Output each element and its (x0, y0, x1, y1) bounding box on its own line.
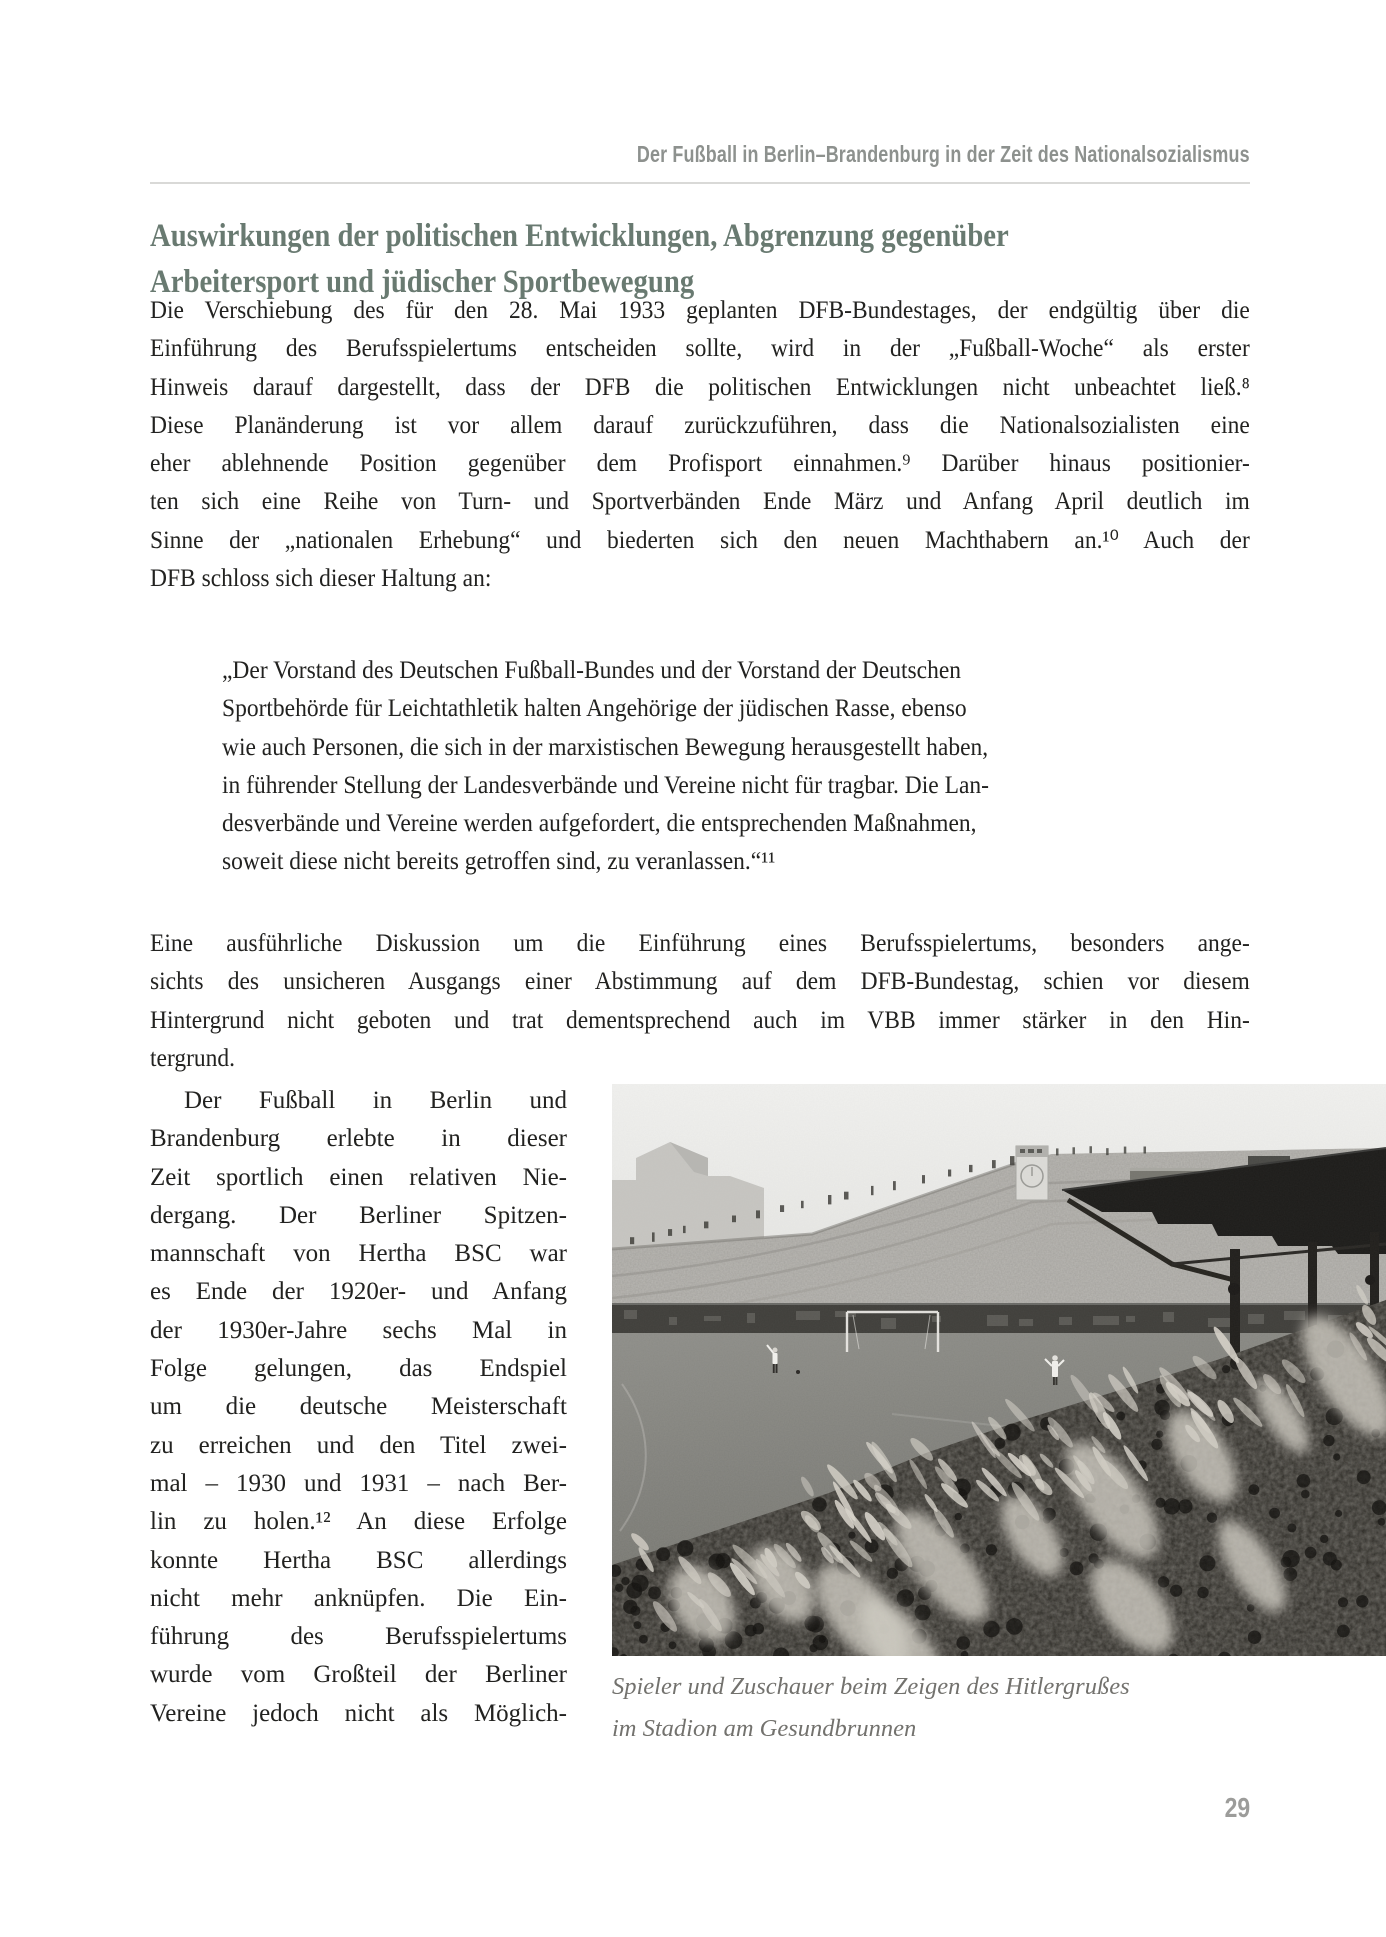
text-line: Brandenburg erlebte in dieser (150, 1125, 567, 1153)
text-line: Hinweis darauf dargestellt, dass der DFB die politischen Entwicklungen nicht unbeachtet ließ.⁸ (150, 373, 1250, 401)
text-line: Der Fußball in Berlin und (184, 1087, 567, 1114)
quote-line: „Der Vorstand des Deutschen Fußball-Bundes und der Vorstand der Deutschen (222, 657, 962, 684)
text-line: tergrund. (150, 1044, 236, 1072)
text-line: wurde vom Großteil der Berliner (150, 1661, 567, 1689)
header-rule (150, 182, 1250, 184)
text-line: nicht mehr anknüpfen. Die Ein- (150, 1584, 567, 1612)
running-header (150, 141, 1250, 168)
text-line: dergang. Der Berliner Spitzen- (150, 1201, 567, 1229)
text-line: Einführung des Berufsspielertums entscheiden sollte, wird in der „Fußball-Woche“ als erster (150, 335, 1250, 363)
blockquote (222, 652, 1200, 882)
text-line: Folge gelungen, das Endspiel (150, 1355, 567, 1383)
text-line: sichts des unsicheren Ausgangs einer Abstimmung auf dem DFB-Bundestag, schien vor diesem (150, 968, 1250, 996)
stadium-photo (612, 1084, 1386, 1656)
stadium-photo-graphic (612, 1084, 1386, 1656)
text-line: zu erreichen und den Titel zwei- (150, 1431, 567, 1459)
paragraph-1 (150, 292, 1250, 598)
quote-line: soweit diese nicht bereits getroffen sind, zu veranlassen.“¹¹ (222, 848, 776, 876)
text-line: ten sich eine Reihe von Turn- und Sportverbänden Ende März und Anfang April deutlich im (150, 488, 1250, 516)
quote-line: Sportbehörde für Leichtathletik halten Angehörige der jüdischen Rasse, ebenso (222, 695, 967, 723)
text-line: Eine ausführliche Diskussion um die Einführung eines Berufsspielertums, besonders ange- (150, 930, 1250, 957)
heading-line: Arbeitersport und jüdischer Sportbewegung (150, 264, 695, 300)
text-line: konnte Hertha BSC allerdings (150, 1546, 567, 1574)
text-line: mannschaft von Hertha BSC war (150, 1240, 567, 1268)
text-line: führung des Berufsspielertums (150, 1623, 567, 1651)
quote-line: in führender Stellung der Landesverbände und Vereine nicht für tragbar. Die Lan- (222, 771, 989, 799)
caption-line: im Stadion am Gesundbrunnen (612, 1715, 917, 1742)
quote-line: desverbände und Vereine werden aufgefordert, die entsprechenden Maßnahmen, (222, 810, 977, 838)
heading-line: Auswirkungen der politischen Entwicklungen, Abgrenzung gegenüber (150, 218, 1009, 254)
text-line: Diese Planänderung ist vor allem darauf zurückzuführen, dass die Nationalsozialisten eine (150, 411, 1250, 439)
page-number (950, 1792, 1250, 1824)
page-number-text: 29 (1224, 1792, 1250, 1823)
text-line: eher ablehnende Position gegenüber dem Profisport einnahmen.⁹ Darüber hinaus positionier- (150, 450, 1250, 478)
running-header-text: Der Fußball in Berlin–Brandenburg in der Zeit des Nationalsozialismus (637, 141, 1250, 167)
text-line: DFB schloss sich dieser Haltung an: (150, 565, 492, 593)
text-line: mal – 1930 und 1931 – nach Ber- (150, 1469, 567, 1497)
text-line: um die deutsche Meisterschaft (150, 1393, 567, 1421)
text-line: Vereine jedoch nicht als Möglich- (150, 1699, 567, 1727)
photo-grain-overlay (612, 1084, 1386, 1656)
caption-line: Spieler und Zuschauer beim Zeigen des Hitlergrußes (612, 1673, 1130, 1700)
text-line: es Ende der 1920er- und Anfang (150, 1278, 567, 1306)
text-line: lin zu holen.¹² An diese Erfolge (150, 1508, 567, 1536)
text-line: Sinne der „nationalen Erhebung“ und biederten sich den neuen Machthabern an.¹⁰ Auch der (150, 526, 1250, 554)
photo-caption (612, 1666, 1272, 1750)
text-line: der 1930er-Jahre sechs Mal in (150, 1316, 567, 1344)
text-line: Hintergrund nicht geboten und trat dementsprechend auch im VBB immer stärker in den Hin- (150, 1006, 1250, 1034)
paragraph-2 (150, 925, 1250, 1078)
text-line: Zeit sportlich einen relativen Nie- (150, 1163, 567, 1191)
quote-line: wie auch Personen, die sich in der marxistischen Bewegung herausgestellt haben, (222, 733, 989, 761)
column-paragraph (150, 1082, 567, 1733)
text-line: Die Verschiebung des für den 28. Mai 1933 geplanten DFB-Bundestages, der endgültig über die (150, 297, 1250, 324)
